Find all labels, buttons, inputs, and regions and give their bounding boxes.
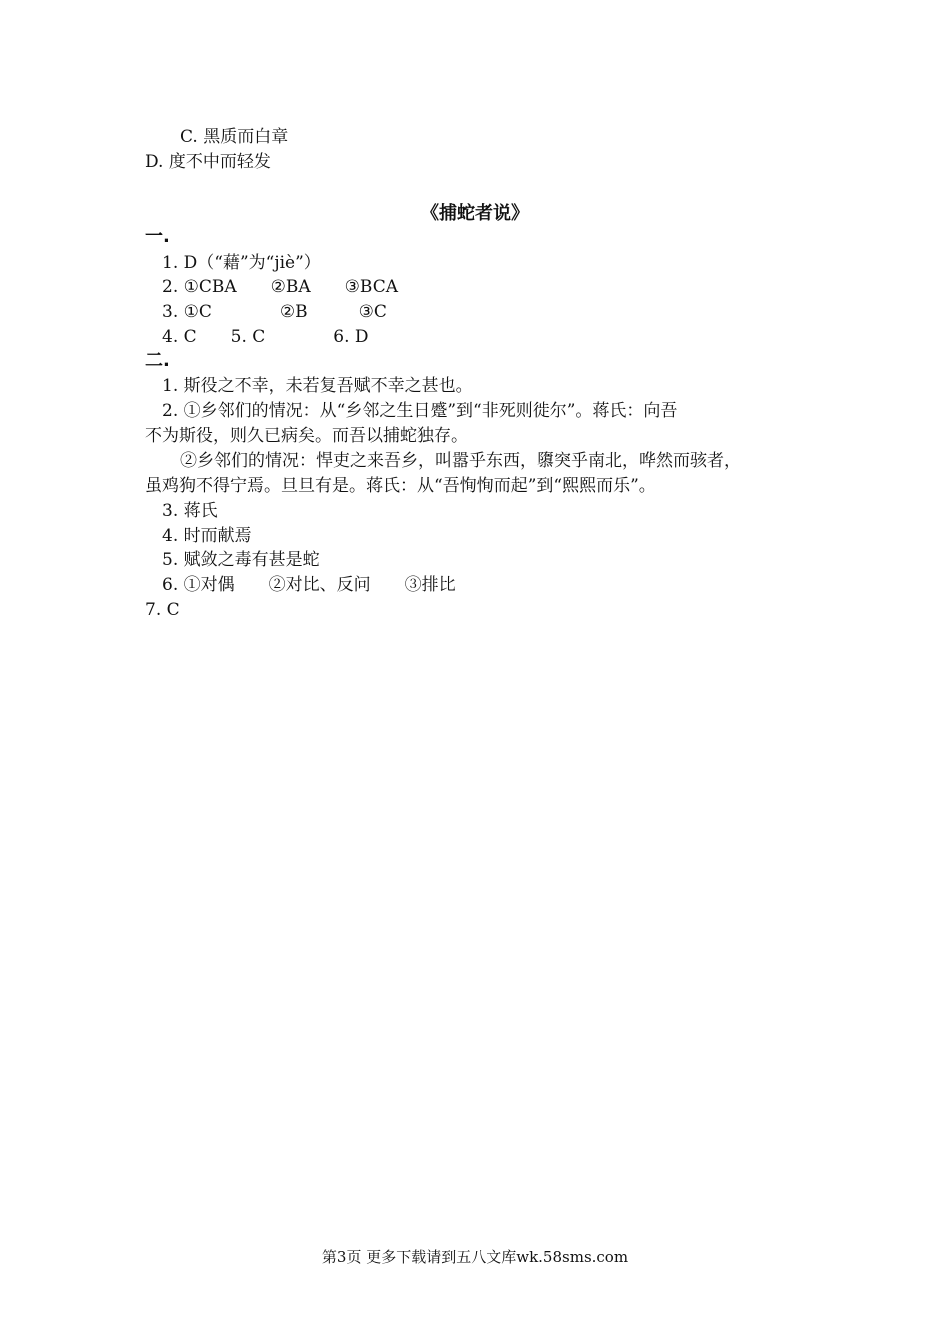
option-d: D. 度不中而轻发 [145, 152, 271, 172]
part2-q6: 6. ①对偶 ②对比、反问 ③排比 [162, 575, 456, 595]
part2-q5: 5. 赋敛之毒有甚是蛇 [162, 550, 320, 570]
part1-q4: 4. C 5. C 6. D [162, 327, 369, 347]
part1-q2: 2. ①CBA ②BA ③BCA [162, 277, 398, 297]
part2-heading: 二. [145, 350, 170, 371]
part1-heading: 一. [145, 226, 170, 247]
section-title: 《捕蛇者说》 [421, 203, 529, 224]
part2-q7: 7. C [145, 600, 180, 620]
part1-q1: 1. D（“藉”为“jiè”） [162, 253, 321, 273]
part2-q1: 1. 斯役之不幸，未若复吾赋不幸之甚也。 [162, 376, 473, 396]
part2-q3: 3. 蒋氏 [162, 501, 218, 521]
part2-q2-line1: 2. ①乡邻们的情况：从“乡邻之生日蹙”到“非死则徙尔”。蒋氏：向吾 [162, 401, 678, 421]
part2-q2b-line2: 虽鸡狗不得宁焉。旦旦有是。蒋氏：从“吾恂恂而起”到“熙熙而乐”。 [145, 476, 656, 496]
part1-q3: 3. ①C ②B ③C [162, 302, 387, 322]
part2-q4: 4. 时而献焉 [162, 526, 252, 546]
page-footer: 第3页 更多下载请到五八文库wk.58sms.com [321, 1248, 629, 1266]
part2-q2b-line1: ②乡邻们的情况：悍吏之来吾乡，叫嚣乎东西，隳突乎南北，哗然而骇者， [180, 451, 741, 471]
option-c: C. 黑质而白章 [180, 127, 289, 147]
part2-q2-line2: 不为斯役，则久已病矣。而吾以捕蛇独存。 [145, 426, 468, 446]
